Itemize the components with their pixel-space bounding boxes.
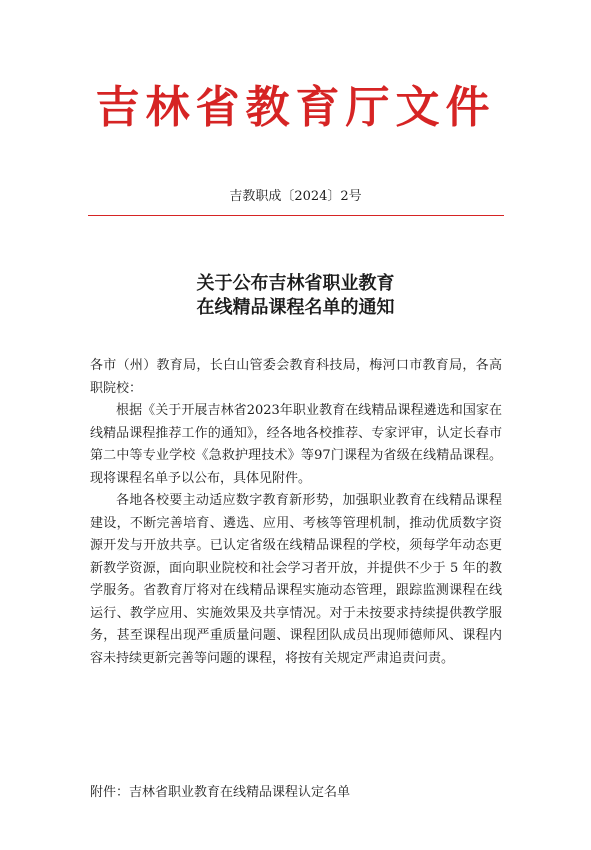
salutation: 各市（州）教育局，长白山管委会教育科技局，梅河口市教育局，各高职院校：: [90, 358, 502, 396]
notice-title: [0, 272, 591, 320]
notice-body: [90, 355, 502, 670]
notice-title-line-1: 关于公布吉林省职业教育: [196, 273, 395, 294]
paragraph-2: 各地各校要主动适应数字教育新形势，加强职业教育在线精品课程建设，不断完善培育、遴选、应用、考核等管理机制，推动优质数字资源开发与开放共享。已认定省级在线精品课程的学校，须每学年动态更新教学资源，面向职业院校和社会学习者开放，并提供不少于 5 年的教学服务。省教育厅将对在线精品课程实施动态管理，跟踪监测课程在线运行、教学应用、实施效果及共享情况。对于未按要求持续提供教学服务，甚至课程出现严重质量问题、课程团队成员出现师德师风、课程内容未持续更新完善等问题的课程，将按有关规定严肃追责问责。: [90, 493, 502, 666]
document-number: 吉教职成〔2024〕2号: [229, 189, 362, 204]
notice-title-line-2: 在线精品课程名单的通知: [196, 297, 395, 318]
red-divider-line: [88, 215, 504, 216]
attachment-line: 附件：吉林省职业教育在线精品课程认定名单: [90, 785, 351, 800]
paragraph-1: 根据《关于开展吉林省2023年职业教育在线精品课程遴选和国家在线精品课程推荐工作的通知》，经各地各校推荐、专家评审，认定长春市第二中等专业学校《急救护理技术》等97门课程为省级在线精品课程。现将课程名单予以公布，具体见附件。: [90, 403, 502, 486]
masthead-title: 吉林省教育厅文件: [95, 82, 496, 133]
